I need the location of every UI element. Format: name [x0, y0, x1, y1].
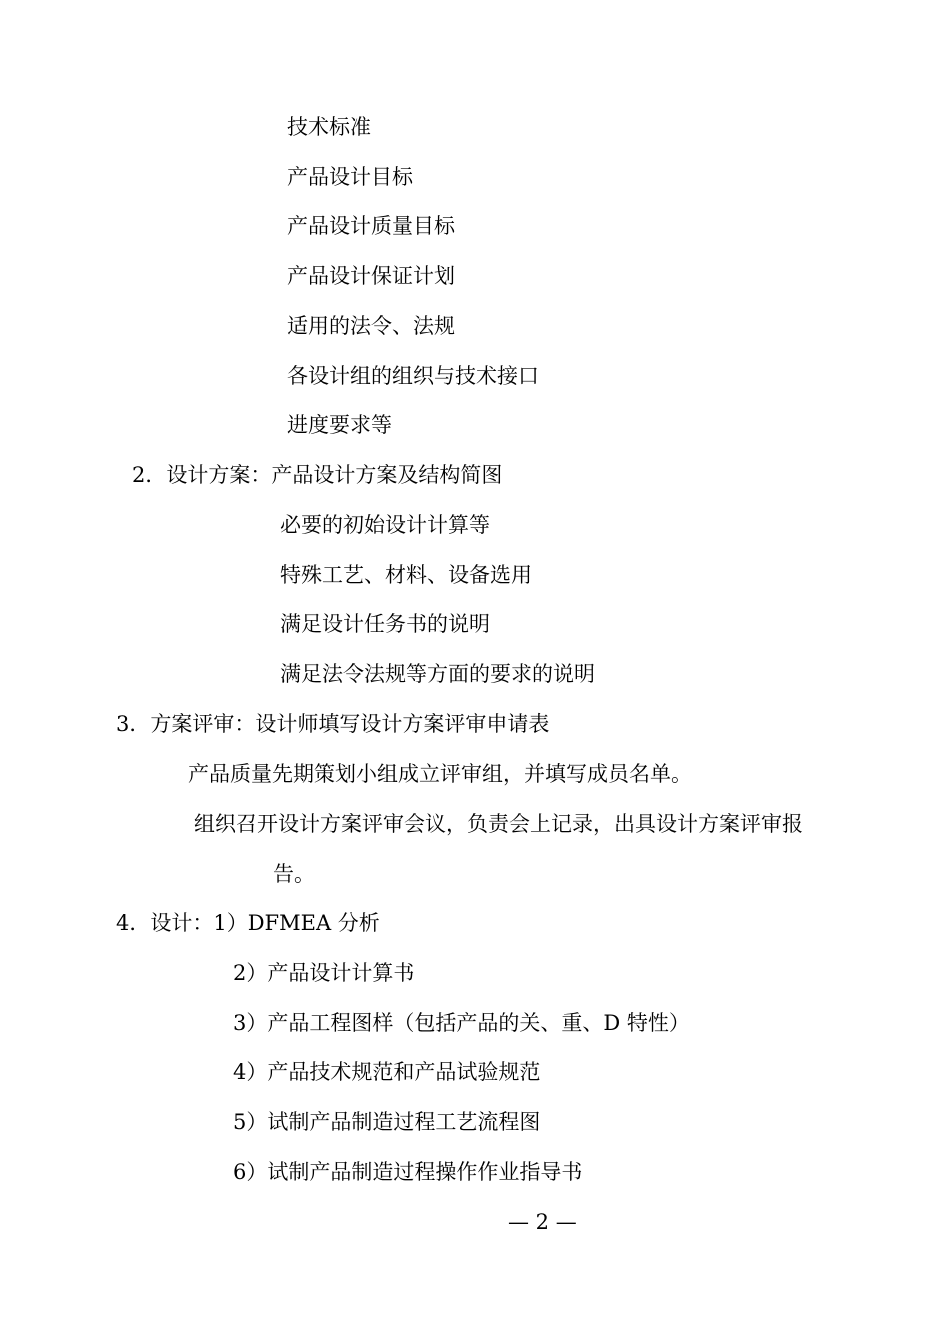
page-number: — 2 — [508, 1210, 577, 1234]
section3-paragraph-line: 告。 [273, 862, 315, 886]
section1-item: 各设计组的组织与技术接口 [287, 364, 539, 388]
section4-item: 5）试制产品制造过程工艺流程图 [233, 1110, 541, 1134]
section3-paragraph-line: 组织召开设计方案评审会议，负责会上记录，出具设计方案评审报 [194, 812, 803, 836]
section2-item: 特殊工艺、材料、设备选用 [280, 563, 532, 587]
section1-item: 产品设计目标 [287, 165, 413, 189]
section4-heading: 4．设计：1）DFMEA 分析 [116, 911, 380, 935]
section2-heading: 2．设计方案：产品设计方案及结构简图 [132, 463, 503, 487]
section1-item: 进度要求等 [287, 413, 392, 437]
section3-heading: 3．方案评审：设计师填写设计方案评审申请表 [116, 712, 550, 736]
section4-item: 2）产品设计计算书 [233, 961, 415, 985]
section3-paragraph-line: 产品质量先期策划小组成立评审组，并填写成员名单。 [188, 762, 692, 786]
section4-item: 6）试制产品制造过程操作作业指导书 [233, 1160, 583, 1184]
section4-item: 4）产品技术规范和产品试验规范 [233, 1060, 541, 1084]
section2-item: 必要的初始设计计算等 [280, 513, 490, 537]
section1-item: 技术标准 [287, 115, 371, 139]
section1-item: 适用的法令、法规 [287, 314, 455, 338]
section2-item: 满足法令法规等方面的要求的说明 [280, 662, 595, 686]
section4-item: 3）产品工程图样（包括产品的关、重、D 特性） [233, 1011, 690, 1035]
section1-item: 产品设计质量目标 [287, 214, 455, 238]
section2-item: 满足设计任务书的说明 [280, 612, 490, 636]
section1-item: 产品设计保证计划 [287, 264, 455, 288]
